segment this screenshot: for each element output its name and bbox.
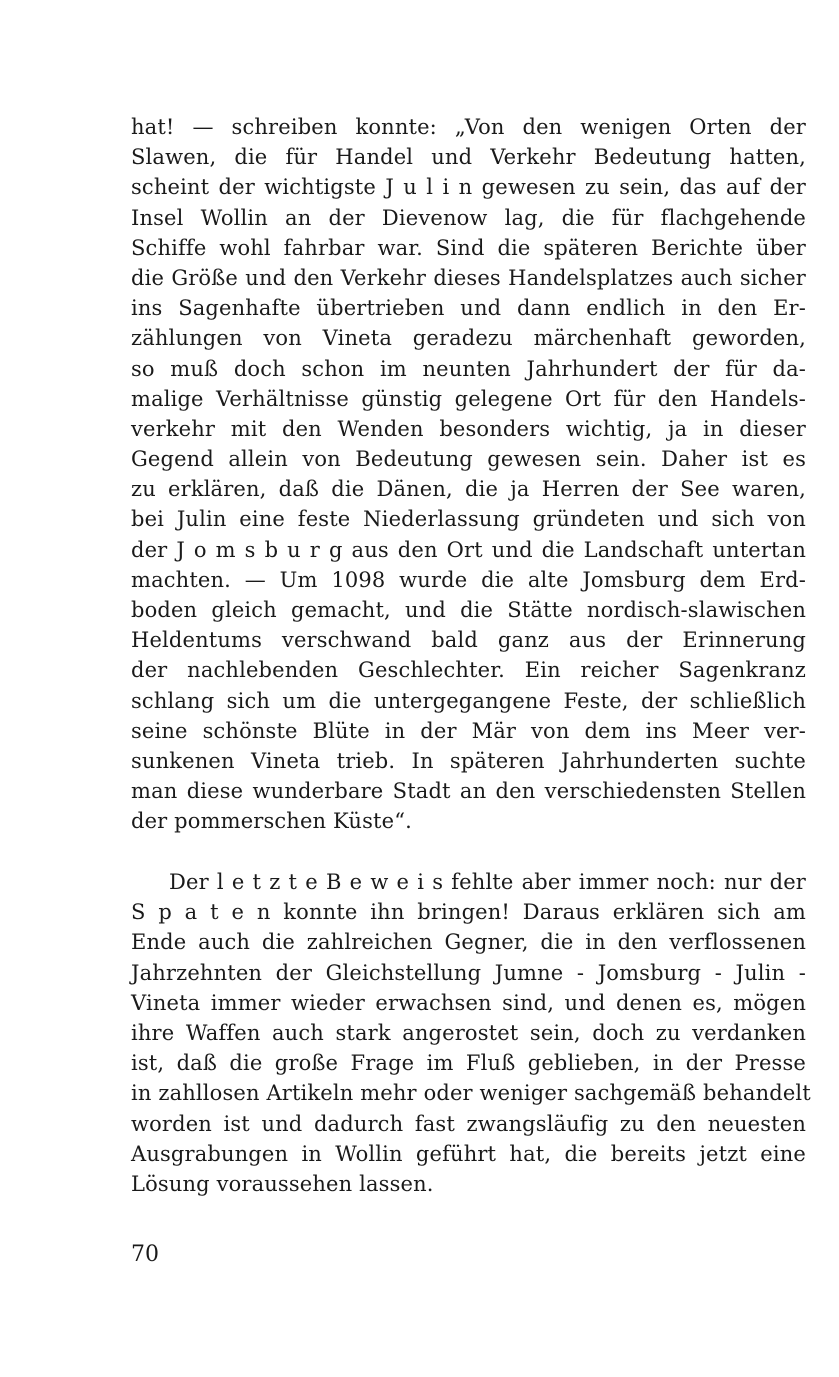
text-line: S p a t e n konnte ihn bringen! Daraus erklären sich am xyxy=(131,900,806,925)
paragraph-1 xyxy=(131,112,806,837)
text-line: zählungen von Vineta geradezu märchenhaft geworden, xyxy=(131,326,806,351)
text-line: die Größe und den Verkehr dieses Handelsplatzes auch sicher xyxy=(131,265,806,290)
text-line: in zahllosen Artikeln mehr oder weniger sachgemäß behandelt xyxy=(131,1081,811,1106)
text-line: Der l e t z t e B e w e i s fehlte aber immer noch: nur der xyxy=(169,870,806,894)
text-line: worden ist und dadurch fast zwangsläufig zu den neuesten xyxy=(131,1111,806,1136)
text-line: der J o m s b u r g aus den Ort und die Landschaft untertan xyxy=(131,537,806,562)
text-line: der nachlebenden Geschlechter. Ein reicher Sagenkranz xyxy=(131,658,806,683)
text-line: ihre Waffen auch stark angerostet sein, doch zu verdanken xyxy=(131,1020,806,1045)
text-line: Heldentums verschwand bald ganz aus der Erinnerung xyxy=(131,628,806,653)
text-line: Schiffe wohl fahrbar war. Sind die späteren Berichte über xyxy=(131,235,806,260)
text-line: malige Verhältnisse günstig gelegene Ort für den Handels- xyxy=(131,386,806,411)
text-line: so muß doch schon im neunten Jahrhundert der für da- xyxy=(131,356,806,381)
text-line: machten. — Um 1098 wurde die alte Jomsburg dem Erd- xyxy=(131,567,806,592)
text-line: ist, daß die große Frage im Fluß geblieben, in der Presse xyxy=(131,1051,806,1076)
text-line: Ende auch die zahlreichen Gegner, die in den verflossenen xyxy=(131,930,806,955)
text-line: boden gleich gemacht, und die Stätte nordisch-slawischen xyxy=(131,598,806,622)
text-line: der pommerschen Küste“. xyxy=(131,809,412,834)
text-line: scheint der wichtigste J u l i n gewesen zu sein, das auf der xyxy=(131,175,806,200)
text-line: bei Julin eine feste Niederlassung gründeten und sich von xyxy=(131,507,806,532)
text-line: sunkenen Vineta trieb. In späteren Jahrhunderten suchte xyxy=(131,748,806,773)
text-line: Insel Wollin an der Dievenow lag, die für flachgehende xyxy=(131,205,806,230)
text-line: Lösung voraussehen lassen. xyxy=(131,1171,434,1196)
paragraph-2 xyxy=(131,867,811,1199)
text-line: seine schönste Blüte in der Mär von dem ins Meer ver- xyxy=(131,718,806,743)
text-line: zu erklären, daß die Dänen, die ja Herren der See waren, xyxy=(131,477,806,502)
text-line: Vineta immer wieder erwachsen sind, und denen es, mögen xyxy=(131,990,806,1015)
text-line: Gegend allein von Bedeutung gewesen sein. Daher ist es xyxy=(131,447,806,472)
text-line: Jahrzehnten der Gleichstellung Jumne - Jomsburg - Julin - xyxy=(131,960,806,985)
page-number: 70 xyxy=(131,1242,159,1267)
text-line: ins Sagenhafte übertrieben und dann endlich in den Er- xyxy=(131,296,806,321)
text-line: hat! — schreiben konnte: „Von den wenigen Orten der xyxy=(131,115,806,139)
text-line: Slawen, die für Handel und Verkehr Bedeutung hatten, xyxy=(131,145,806,170)
text-line: Ausgrabungen in Wollin geführt hat, die bereits jetzt eine xyxy=(131,1141,806,1166)
text-line: verkehr mit den Wenden besonders wichtig, ja in dieser xyxy=(131,416,806,441)
text-line: man diese wunderbare Stadt an den verschiedensten Stellen xyxy=(131,779,806,804)
text-line: schlang sich um die untergegangene Feste, der schließlich xyxy=(131,688,806,713)
